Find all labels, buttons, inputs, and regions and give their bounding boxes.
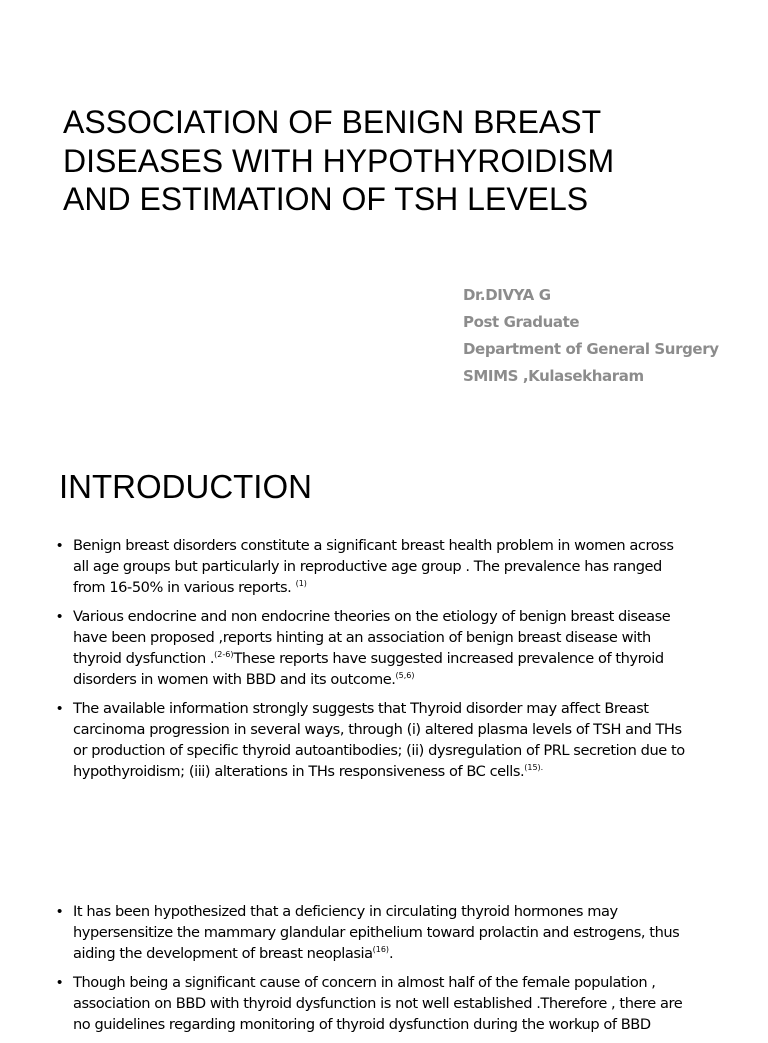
bullet-text-line [73, 627, 717, 648]
title-line: AND ESTIMATION OF TSH LEVELS [63, 181, 589, 217]
bullet-marker: • [57, 974, 63, 991]
bullet-item [57, 606, 717, 690]
bullet-text: The available information strongly suggests that Thyroid disorder may affect Breast [73, 700, 649, 717]
bullet-text: no guidelines regarding monitoring of thyroid dysfunction during the workup of BBD [73, 1016, 651, 1033]
bullet-text-line [73, 972, 717, 993]
bullet-text: hypersensitize the mammary glandular epithelium toward prolactin and estrogens, thus [73, 924, 680, 941]
bullet-marker: • [57, 700, 63, 717]
citation-reference: (16) [372, 945, 390, 954]
bullet-text: Various endocrine and non endocrine theories on the etiology of benign breast disease [73, 608, 671, 625]
bullet-text-line [73, 719, 717, 740]
document-title [63, 103, 743, 219]
bullet-text: association on BBD with thyroid dysfunction is not well established .Therefore , there are [73, 995, 683, 1012]
bullet-text-line [73, 669, 717, 690]
bullet-item [57, 698, 717, 782]
author-position: Post Graduate [463, 313, 580, 331]
introduction-heading: INTRODUCTION [59, 468, 312, 505]
bullet-text-line [73, 901, 717, 922]
bullet-text: from 16-50% in various reports. [73, 579, 296, 596]
bullet-marker: • [57, 903, 63, 920]
introduction-bullet-list [57, 535, 717, 790]
bullet-text-line [73, 606, 717, 627]
bullet-text: hypothyroidism; (iii) alterations in THs responsiveness of BC cells. [73, 763, 525, 780]
bullet-text: These reports have suggested increased prevalence of thyroid [233, 650, 664, 667]
bullet-text: or production of specific thyroid autoantibodies; (ii) dysregulation of PRL secretion due to [73, 742, 685, 759]
bullet-text: have been proposed ,reports hinting at an association of benign breast disease with [73, 629, 651, 646]
author-block [463, 282, 753, 390]
bullet-text-line [73, 648, 717, 669]
bullet-text-line [73, 1014, 717, 1035]
bullet-text: all age groups but particularly in reproductive age group . The prevalence has ranged [73, 558, 662, 575]
citation-reference: (15). [524, 763, 544, 772]
bullet-text-line [73, 922, 717, 943]
bullet-text: Though being a significant cause of concern in almost half of the female population , [73, 974, 656, 991]
bullet-text: carcinoma progression in several ways, through (i) altered plasma levels of TSH and THs [73, 721, 682, 738]
bullet-text-line [73, 761, 717, 782]
continuation-bullet-list [57, 901, 717, 1043]
bullet-marker: • [57, 608, 63, 625]
bullet-text: . [389, 945, 394, 962]
citation-reference: (1) [295, 579, 307, 588]
bullet-text: thyroid dysfunction . [73, 650, 215, 667]
bullet-text-line [73, 577, 717, 598]
author-department: Department of General Surgery [463, 340, 719, 358]
title-line: ASSOCIATION OF BENIGN BREAST [63, 104, 602, 140]
bullet-text-line [73, 535, 717, 556]
bullet-item [57, 972, 717, 1035]
bullet-marker: • [57, 537, 63, 554]
bullet-item [57, 535, 717, 598]
bullet-text-line [73, 740, 717, 761]
bullet-text-line [73, 698, 717, 719]
title-line: DISEASES WITH HYPOTHYROIDISM [63, 142, 615, 179]
citation-reference: (5,6) [395, 671, 415, 680]
bullet-text-line [73, 943, 717, 964]
author-name: Dr.DIVYA G [463, 286, 551, 304]
bullet-text: aiding the development of breast neoplasia [73, 945, 373, 962]
author-institution: SMIMS ,Kulasekharam [463, 367, 644, 385]
bullet-text: disorders in women with BBD and its outcome. [73, 671, 396, 688]
bullet-item [57, 901, 717, 964]
bullet-text-line [73, 993, 717, 1014]
bullet-text-line [73, 556, 717, 577]
bullet-text: It has been hypothesized that a deficiency in circulating thyroid hormones may [73, 903, 618, 920]
bullet-text: Benign breast disorders constitute a significant breast health problem in women across [73, 537, 674, 554]
citation-reference: (2-6) [214, 650, 234, 659]
